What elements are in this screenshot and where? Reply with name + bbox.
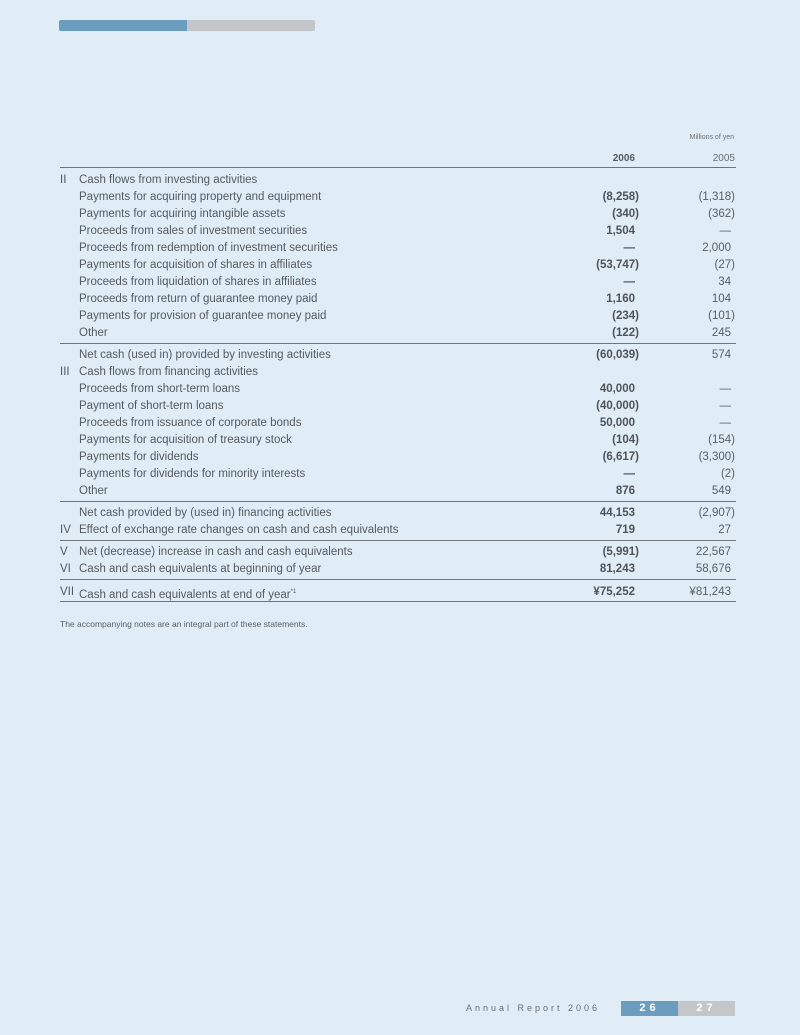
value-2005: 104	[711, 293, 731, 305]
value-2006: (40,000)	[596, 400, 639, 412]
row-label	[79, 505, 332, 522]
row-label-text: Cash and cash equivalents at beginning of year	[79, 563, 322, 575]
table-row	[0, 505, 800, 522]
table-row	[0, 274, 800, 291]
row-section-numeral: IV	[60, 524, 71, 536]
row-label-text: Cash flows from investing activities	[79, 174, 258, 186]
value-2005: (362)	[708, 208, 735, 220]
row-label	[79, 364, 258, 381]
value-2005: 2,000	[702, 242, 731, 254]
table-row	[0, 325, 800, 342]
value-2006: (6,617)	[602, 451, 639, 463]
value-2005: 27	[718, 524, 731, 536]
row-label	[79, 398, 223, 415]
row-label	[79, 257, 312, 274]
value-2005: —	[719, 383, 731, 395]
value-2006: (104)	[612, 434, 639, 446]
row-label	[79, 308, 326, 325]
table-row	[0, 291, 800, 308]
table-row	[0, 584, 800, 601]
value-2006: —	[623, 276, 635, 288]
table-row	[0, 561, 800, 578]
table-row	[0, 449, 800, 466]
table-row	[0, 432, 800, 449]
table-row	[0, 544, 800, 561]
table-row	[0, 364, 800, 381]
value-2006: (122)	[612, 327, 639, 339]
row-label-text: Proceeds from short-term loans	[79, 383, 241, 395]
table-row	[0, 347, 800, 364]
value-2005: 22,567	[695, 546, 731, 558]
value-2005: 245	[711, 327, 731, 339]
value-2006: ¥75,252	[593, 586, 635, 598]
value-2005: 34	[718, 276, 731, 288]
table-row	[0, 206, 800, 223]
value-2006: (60,039)	[596, 349, 639, 361]
row-label	[79, 381, 240, 398]
value-2006: (5,991)	[602, 546, 639, 558]
row-section-numeral: V	[60, 546, 68, 558]
table-row	[0, 308, 800, 325]
row-label-text: Payments for dividends for minority interests	[79, 468, 306, 480]
financing-total-rule	[60, 501, 736, 502]
value-2005: 574	[711, 349, 731, 361]
row-label	[79, 223, 307, 240]
row-label	[79, 240, 338, 257]
row-label-text: Net cash provided by (used in) financing activities	[79, 507, 332, 519]
table-row	[0, 223, 800, 240]
value-2005: ¥81,243	[689, 586, 731, 598]
top-progress-bar	[59, 20, 315, 31]
row-label	[79, 544, 353, 561]
row-label-text: Payments for acquisition of shares in affiliates	[79, 259, 313, 271]
value-2006: 44,153	[599, 507, 635, 519]
table-row	[0, 415, 800, 432]
row-label-text: Effect of exchange rate changes on cash and cash equivalents	[79, 524, 399, 536]
value-2006: (53,747)	[596, 259, 639, 271]
value-2005: —	[719, 417, 731, 429]
value-2006: —	[623, 242, 635, 254]
row-label-text: Payments for acquiring intangible assets	[79, 208, 286, 220]
row-section-numeral: VII	[60, 586, 75, 598]
row-label	[79, 172, 257, 189]
row-label	[79, 325, 108, 342]
value-2005: (154)	[708, 434, 735, 446]
header-rule	[60, 167, 736, 168]
row-label	[79, 449, 199, 466]
table-row	[0, 257, 800, 274]
value-2006: 50,000	[599, 417, 635, 429]
column-header-2005: 2005	[712, 153, 735, 164]
footnote: The accompanying notes are an integral part of these statements.	[60, 619, 308, 629]
value-2006: 40,000	[599, 383, 635, 395]
value-2005: —	[719, 225, 731, 237]
value-2006: —	[623, 468, 635, 480]
table-row	[0, 483, 800, 500]
row-label	[79, 584, 296, 604]
row-label	[79, 189, 321, 206]
row-label-text: Other	[79, 327, 108, 339]
row-label-text: Other	[79, 485, 108, 497]
row-label-text: Payments for provision of guarantee money paid	[79, 310, 327, 322]
row-label	[79, 432, 292, 449]
table-row	[0, 398, 800, 415]
table-row	[0, 466, 800, 483]
row-label	[79, 415, 301, 432]
table-row	[0, 522, 800, 539]
beginning-year-rule	[60, 579, 736, 580]
value-2006: (234)	[612, 310, 639, 322]
row-section-numeral: III	[60, 366, 70, 378]
row-label-text: Payments for dividends	[79, 451, 199, 463]
value-2005: —	[719, 400, 731, 412]
value-2006: 719	[615, 524, 635, 536]
value-2005: (1,318)	[698, 191, 735, 203]
value-2005: (2,907)	[698, 507, 735, 519]
table-row	[0, 240, 800, 257]
value-2006: (8,258)	[602, 191, 639, 203]
row-label	[79, 483, 108, 500]
top-bar-inactive-segment	[187, 20, 315, 31]
top-bar-active-segment	[59, 20, 187, 31]
row-label	[79, 561, 321, 578]
row-label-text: Proceeds from return of guarantee money paid	[79, 293, 318, 305]
value-2005: (27)	[714, 259, 735, 271]
row-label-text: Payments for acquisition of treasury stock	[79, 434, 292, 446]
value-2006: 1,160	[606, 293, 635, 305]
table-row	[0, 189, 800, 206]
row-section-numeral: VI	[60, 563, 71, 575]
row-label-text: Proceeds from sales of investment securities	[79, 225, 308, 237]
row-label-text: Net cash (used in) provided by investing activities	[79, 349, 331, 361]
row-section-numeral: II	[60, 174, 67, 186]
investing-total-rule	[60, 343, 736, 344]
effect-rule	[60, 540, 736, 541]
value-2006: (340)	[612, 208, 639, 220]
footnote-marker: *1	[290, 589, 297, 595]
row-label	[79, 291, 317, 308]
table-row	[0, 381, 800, 398]
value-2005: (101)	[708, 310, 735, 322]
row-label	[79, 466, 305, 483]
column-header-2006: 2006	[612, 153, 635, 164]
value-2005: (2)	[720, 468, 735, 480]
row-label	[79, 347, 331, 364]
row-label-text: Payment of short-term loans	[79, 400, 224, 412]
value-2005: 58,676	[695, 563, 731, 575]
row-label-text: Proceeds from redemption of investment securities	[79, 242, 338, 254]
row-label	[79, 274, 317, 291]
value-2006: 1,504	[606, 225, 635, 237]
row-label	[79, 522, 398, 539]
value-2005: (3,300)	[698, 451, 735, 463]
row-label-text: Proceeds from issuance of corporate bonds	[79, 417, 302, 429]
row-label-text: Proceeds from liquidation of shares in affiliates	[79, 276, 317, 288]
row-label-text: Net (decrease) increase in cash and cash equivalents	[79, 546, 353, 558]
row-label-text: Payments for acquiring property and equipment	[79, 191, 322, 203]
row-label	[79, 206, 285, 223]
value-2006: 81,243	[599, 563, 635, 575]
row-label-text: Cash flows from financing activities	[79, 366, 258, 378]
page-number-right: 27	[678, 1001, 735, 1016]
page-number-left: 26	[621, 1001, 678, 1016]
value-2006: 876	[615, 485, 635, 497]
units-label: Millions of yen	[689, 134, 734, 141]
row-label-text: Cash and cash equivalents at end of year	[79, 589, 291, 601]
value-2005: 549	[711, 485, 731, 497]
footer-title: Annual Report 2006	[466, 1003, 601, 1013]
table-row	[0, 172, 800, 189]
